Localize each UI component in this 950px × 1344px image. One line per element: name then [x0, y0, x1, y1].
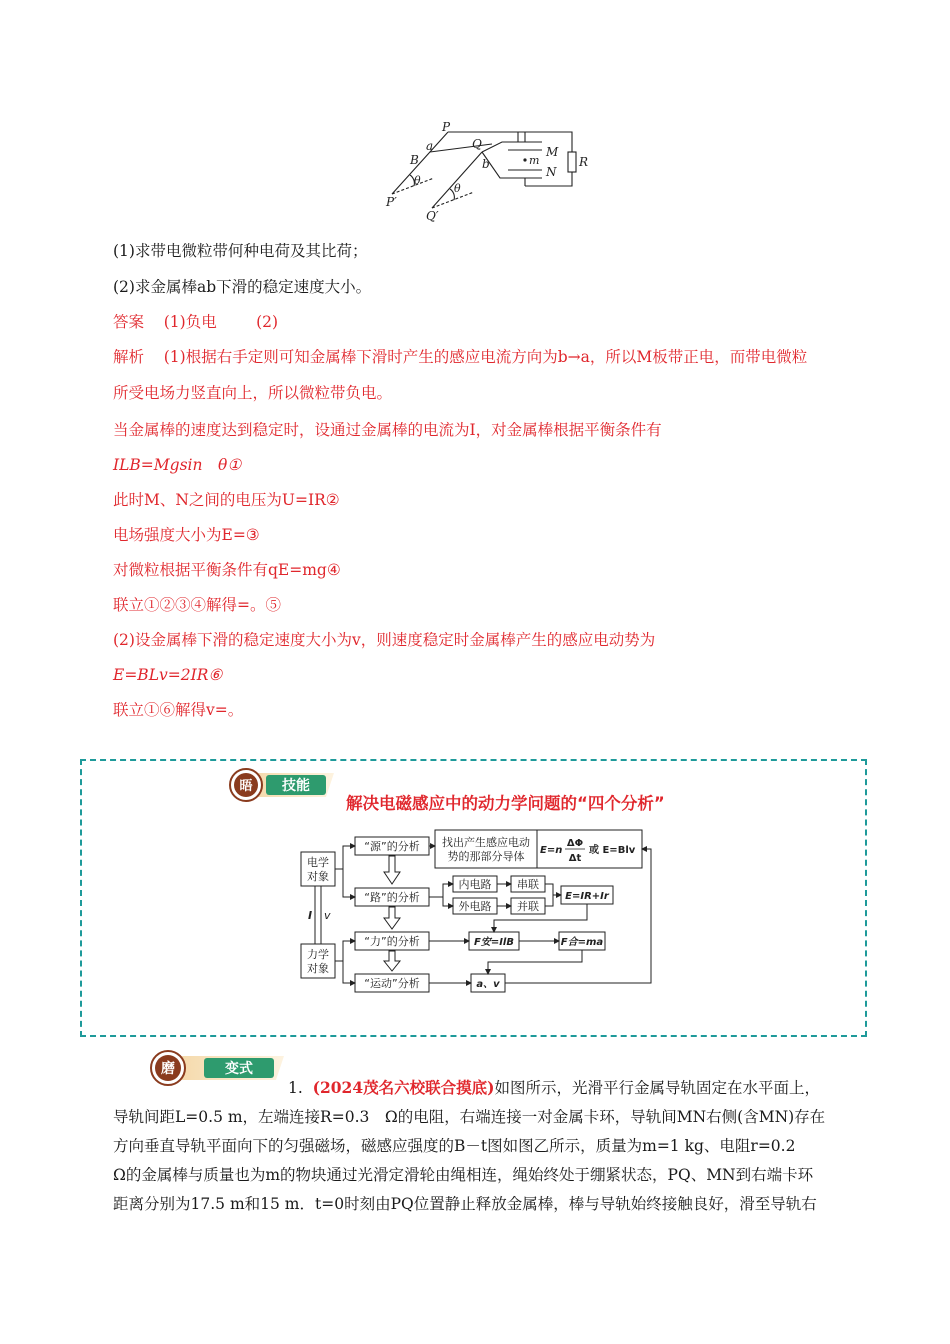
label-m: m — [529, 154, 540, 167]
label-P-prime: P′ — [386, 195, 397, 209]
label-M: M — [546, 145, 559, 159]
answer-part2: (2) — [256, 313, 279, 331]
exercise-source: (2024茂名六校联合摸底) — [312, 1078, 495, 1097]
flow-mech-obj-1: 力学 — [307, 948, 329, 961]
flow-elec-obj-1: 电学 — [307, 856, 329, 869]
analysis-line-9: (2)设金属棒下滑的稳定速度大小为v，则速度稳定时金属棒产生的感应电动势为 — [113, 631, 656, 649]
skill-badge — [226, 765, 336, 805]
flow-source-desc-2: 势的那部分导体 — [447, 850, 525, 863]
answer-part1: (1)负电 — [163, 313, 217, 331]
flow-emf-formula: E=n — [540, 845, 563, 856]
exercise-line-4: Ω的金属棒与质量也为m的物块通过光滑定滑轮由绳相连，绳始终处于绷紧状态，PQ、MN到右端卡环 — [113, 1166, 814, 1184]
four-analysis-flowchart — [297, 820, 657, 998]
exercise-line-5: 距离分别为17.5 m和15 m．t=0时刻由PQ位置静止释放金属棒，棒与导轨始终接触良好，滑至导轨右 — [113, 1195, 817, 1213]
exercise-badge-char: 磨 — [161, 1061, 175, 1077]
flow-inner: 内电路 — [458, 878, 492, 891]
answer-label: 答案 — [113, 313, 145, 331]
analysis-line-8: 联立①②③④解得=。⑤ — [113, 596, 281, 614]
flow-outer: 外电路 — [458, 900, 492, 913]
analysis-line-7: 对微粒根据平衡条件有qE=mg④ — [113, 561, 341, 579]
flow-or-blv: 或 E=Blv — [589, 845, 636, 856]
analysis-line-11: 联立①⑥解得v=。 — [113, 701, 244, 719]
question-2: (2)求金属棒ab下滑的稳定速度大小。 — [113, 278, 372, 296]
question-1: (1)求带电微粒带何种电荷及其比荷； — [113, 242, 368, 260]
exercise-line-3: 方向垂直导轨平面向下的匀强磁场，磁感应强度的B－t图如图乙所示，质量为m=1 kg、电阻r=0.2 — [113, 1137, 796, 1155]
flow-av: a、v — [476, 979, 500, 990]
analysis-line-2: 所受电场力竖直向上，所以微粒带负电。 — [113, 384, 393, 402]
analysis-line-5: 此时M、N之间的电压为U=IR② — [113, 491, 340, 509]
exercise-line-2: 导轨间距L=0.5 m，左端连接R=0.3 Ω的电阻，右端连接一对金属卡环，导轨间MN右侧(含MN)存在 — [113, 1108, 826, 1126]
label-theta-1: θ — [414, 174, 421, 187]
exercise-badge-text: 变式 — [225, 1061, 253, 1077]
answer-line — [113, 311, 278, 333]
label-theta-2: θ — [454, 182, 461, 195]
flow-v: v — [324, 909, 331, 922]
flow-delta-phi: ΔΦ — [566, 838, 584, 849]
flow-circuit-formula: E=IR+Ir — [565, 891, 609, 902]
flow-elec-obj-2: 对象 — [307, 870, 329, 883]
analysis-label: 解析 — [113, 348, 145, 366]
flow-delta-t: Δt — [568, 853, 582, 864]
exercise-number: 1. — [288, 1079, 303, 1097]
label-Q-prime: Q′ — [426, 209, 439, 222]
analysis-line-10: E=BLv=2IR⑥ — [113, 666, 223, 684]
skill-badge-text: 技能 — [282, 778, 310, 794]
flow-series: 串联 — [517, 878, 539, 891]
flow-motion: “运动”分析 — [364, 977, 420, 990]
skill-title: 解决电磁感应中的动力学问题的“四个分析” — [346, 794, 665, 813]
label-Q: Q — [472, 137, 482, 151]
label-N: N — [546, 165, 557, 179]
flow-source: “源”的分析 — [364, 840, 420, 853]
flow-circuit: “路”的分析 — [364, 891, 420, 904]
label-R: R — [579, 155, 589, 169]
flow-ampere: F安=IlB — [474, 937, 514, 948]
analysis-text-1: (1)根据右手定则可知金属棒下滑时产生的感应电流方向为b→a，所以M板带正电，而带电微粒 — [163, 348, 808, 366]
analysis-line-4: ILB=Mgsin θ① — [113, 456, 242, 474]
flow-mech-obj-2: 对象 — [307, 962, 329, 975]
label-P: P — [442, 122, 451, 134]
flow-I: I — [308, 909, 313, 922]
flow-newton: F合=ma — [560, 937, 604, 948]
label-a: a — [426, 139, 434, 153]
flow-parallel: 并联 — [517, 900, 539, 913]
flow-source-desc-1: 找出产生感应电动 — [442, 836, 530, 849]
circuit-diagram — [382, 122, 597, 222]
exercise-badge — [146, 1048, 286, 1088]
exercise-text-1: 如图所示，光滑平行金属导轨固定在水平面上， — [494, 1079, 820, 1097]
skill-badge-char: 晤 — [239, 779, 253, 794]
label-B: B — [410, 153, 419, 167]
label-b: b — [482, 157, 490, 171]
flow-force: “力”的分析 — [364, 935, 420, 948]
analysis-line-1 — [113, 346, 807, 368]
exercise-line-1 — [288, 1077, 820, 1099]
analysis-line-3: 当金属棒的速度达到稳定时，设通过金属棒的电流为I，对金属棒根据平衡条件有 — [113, 421, 662, 439]
analysis-line-6: 电场强度大小为E=③ — [113, 526, 260, 544]
